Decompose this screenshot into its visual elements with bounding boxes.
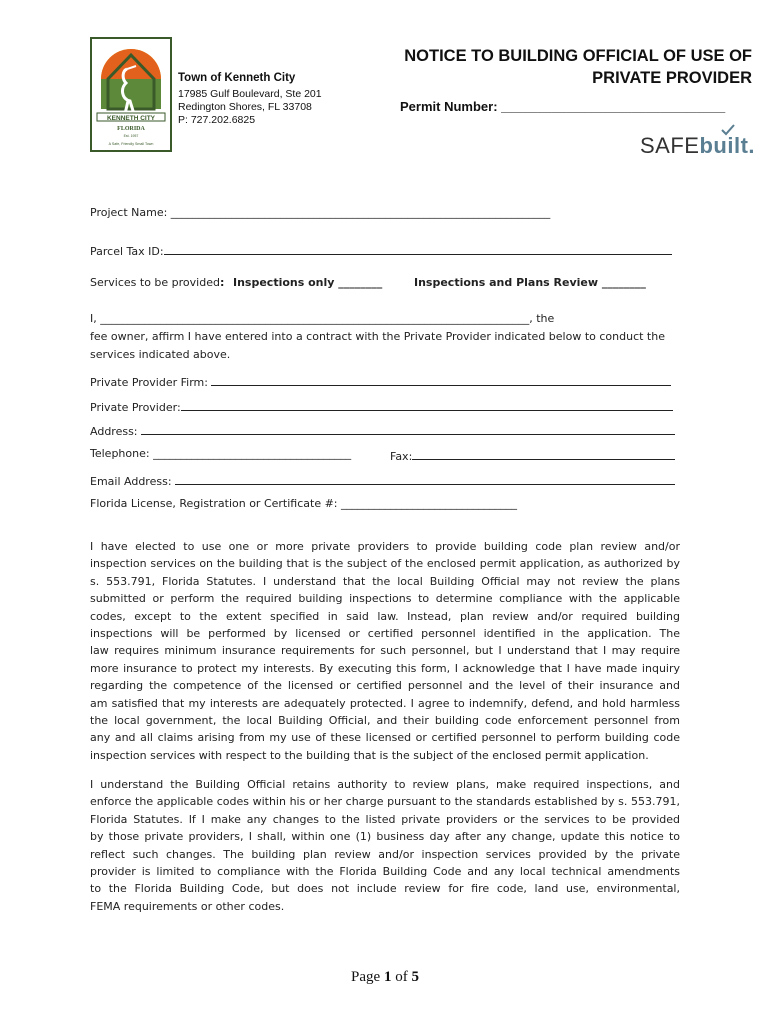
paragraph-line: inspections will be performed by licensed or certified personnel identified in the application. The <box>90 627 680 641</box>
logo-safe: SAFE <box>640 133 700 158</box>
paragraph-line: by those private providers, I shall, within one (1) business day after any change, update this notice to <box>90 830 680 844</box>
owner-text-line-3: services indicated above. <box>90 348 231 361</box>
paragraph-line: s. 553.791, Florida Statutes. I understand that the local Building Official may not review the plans <box>90 574 680 588</box>
title-line-2: PRIVATE PROVIDER <box>592 69 752 87</box>
paragraph-line: Florida Statutes. If I make any changes to the listed private providers or the services to be provided <box>90 812 680 826</box>
checkmark-icon <box>720 123 736 137</box>
owner-affirmation <box>90 310 665 364</box>
address-line[interactable] <box>141 422 675 435</box>
seal-banner: KENNETH CITY <box>106 115 156 122</box>
document-title <box>360 45 752 89</box>
paragraph-2 <box>90 776 680 915</box>
parcel-tax-id-row <box>90 242 672 258</box>
logo-built: built. <box>699 133 756 158</box>
owner-name-line[interactable]: I, ______________________________________________________________________________, the <box>90 312 555 325</box>
paragraph-line: to the Florida Building Code, but does not include review for fire code, land use, environmental, <box>90 882 680 896</box>
paragraph-line: FEMA requirements or other codes. <box>90 899 285 913</box>
page-number <box>0 969 770 986</box>
paragraph-line: more insurance to protect my interests. By executing this form, I acknowledge that I have made inquiry <box>90 661 680 675</box>
paragraph-line: any and all claims arising from my use of these licensed or certified personnel to perform building code <box>90 731 680 745</box>
paragraph-1 <box>90 538 680 764</box>
license-field[interactable]: Florida License, Registration or Certificate #: ________________________________ <box>90 497 518 510</box>
paragraph-line: regarding the competence of the licensed or certified personnel and the level of their insurance and <box>90 679 680 693</box>
safebuilt-logo <box>640 133 755 159</box>
paragraph-line: enforce the applicable codes within his or her charge pursuant to the standards established by s. 553.791, <box>90 795 680 809</box>
address-row <box>90 422 675 438</box>
title-line-1: NOTICE TO BUILDING OFFICIAL OF USE OF <box>404 47 752 65</box>
address-line-1: 17985 Gulf Boulevard, Ste 201 <box>178 88 322 100</box>
paragraph-line: am satisfied that my interests are adequately protected. I agree to indemnify, defend, and hold harmless <box>90 696 680 710</box>
fax-row <box>390 447 675 463</box>
services-row <box>90 276 224 289</box>
seal-motto: A Safe, Friendly Small Town <box>108 142 154 146</box>
project-name-field[interactable]: Project Name: _____________________________________________________________________ <box>90 206 551 219</box>
provider-firm-row <box>90 373 671 389</box>
seal-est: Est. 1957 <box>123 134 139 138</box>
page-prefix: Page <box>351 969 384 985</box>
town-address <box>178 88 322 127</box>
services-label: Services to be provided <box>90 276 220 289</box>
email-label: Email Address: <box>90 475 172 488</box>
paragraph-line: codes, except to the extent specified in said law. Instead, plan review and/or required building <box>90 609 680 623</box>
telephone-field[interactable]: Telephone: ____________________________________ <box>90 447 352 460</box>
paragraph-line: reflect such changes. The building plan review and/or inspection services provided by the private <box>90 847 680 861</box>
paragraph-line: I have elected to use one or more private providers to provide building code plan review and/or <box>90 540 680 553</box>
page-current: 1 <box>383 969 392 985</box>
town-phone: P: 727.202.6825 <box>178 114 256 126</box>
address-line-2: Redington Shores, FL 33708 <box>178 101 312 113</box>
inspections-only-option[interactable]: Inspections only ________ <box>233 276 383 289</box>
page-total: 5 <box>411 969 419 985</box>
fax-line[interactable] <box>412 447 675 460</box>
provider-line[interactable] <box>181 398 673 411</box>
town-name: Town of Kenneth City <box>178 72 296 84</box>
provider-label: Private Provider: <box>90 401 181 414</box>
provider-firm-line[interactable] <box>211 373 671 386</box>
parcel-tax-id-line[interactable] <box>164 242 672 255</box>
fax-label: Fax: <box>390 450 413 463</box>
seal-graphic <box>92 39 170 150</box>
page-of: of <box>391 969 412 985</box>
services-colon: : <box>219 276 225 289</box>
paragraph-line: law requires minimum insurance requirements for such personnel, but I understand that I may require <box>90 644 680 658</box>
paragraph-line: submitted or perform the required building inspections to determine compliance with the applicable <box>90 592 680 606</box>
email-row <box>90 472 675 488</box>
paragraph-line: provider is limited to compliance with the Florida Building Code and any local technical amendments <box>90 865 680 879</box>
paragraph-line: inspection services on the building that is the subject of the enclosed permit application, as authorized by <box>90 557 680 571</box>
paragraph-line: I understand the Building Official retains authority to review plans, make required inspections, and <box>90 778 680 791</box>
paragraph-line: the local government, the local Building Official, and their building code enforcement personnel from <box>90 714 680 728</box>
seal-state: FLORIDA <box>117 126 145 132</box>
provider-row <box>90 398 673 414</box>
inspections-plans-option[interactable]: Inspections and Plans Review ________ <box>414 276 646 289</box>
email-line[interactable] <box>175 472 675 485</box>
owner-text-line-2: fee owner, affirm I have entered into a contract with the Private Provider indicated below to conduct the <box>90 330 665 343</box>
paragraph-line: inspection services with respect to the building that is the subject of the enclosed permit application. <box>90 748 649 762</box>
address-label: Address: <box>90 425 138 438</box>
town-seal-logo <box>90 37 172 152</box>
permit-number-field[interactable]: Permit Number: _______________________________ <box>400 99 726 114</box>
provider-firm-label: Private Provider Firm: <box>90 376 208 389</box>
parcel-tax-id-label: Parcel Tax ID: <box>90 245 164 258</box>
